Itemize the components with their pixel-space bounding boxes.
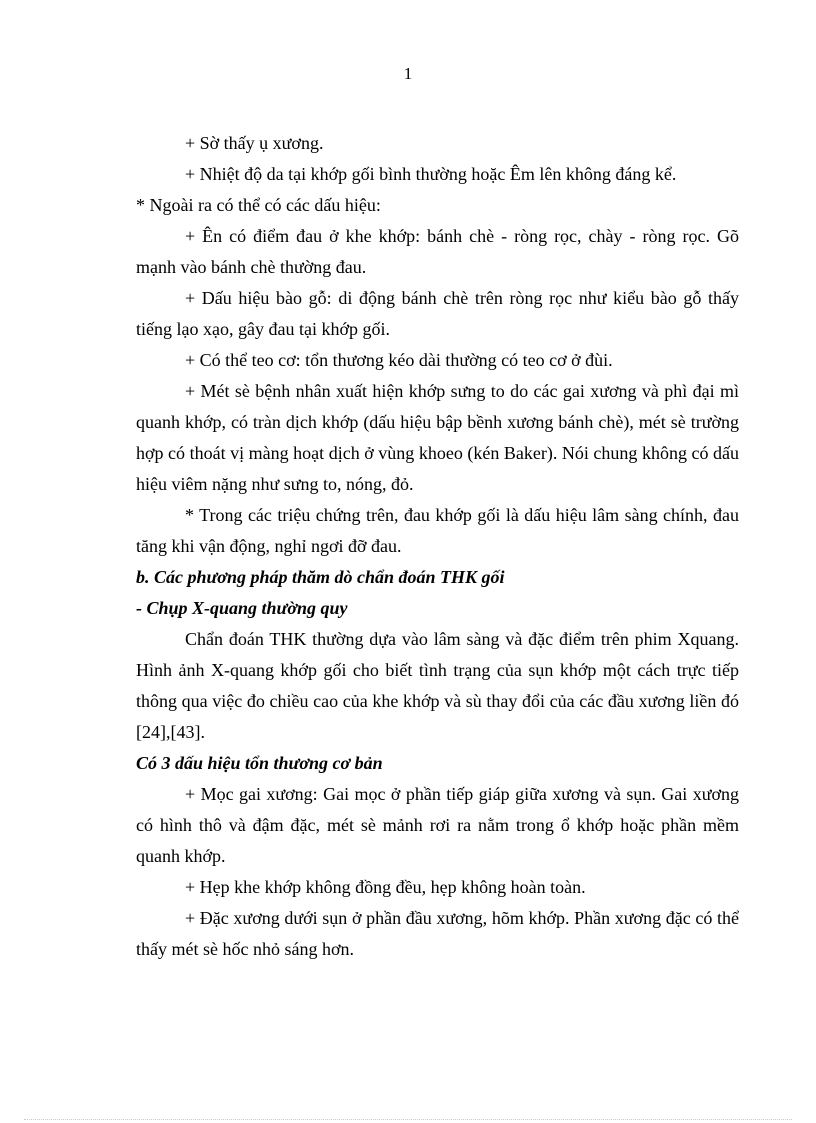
paragraph: Chẩn đoán THK thường dựa vào lâm sàng và đặc điểm trên phim Xquang. Hình ảnh X-quang khớp gối cho biết tình trạng của sụn khớp một cách trực tiếp thông qua việc đo chiều cao của khe khớp và sù thay đổi của các đầu xương liền đó [24],[43]. [136,629,739,742]
document-body [136,128,739,965]
subsection-heading: - Chụp X-quang thường quy [136,598,348,618]
section-heading: b. Các phương pháp thăm dò chẩn đoán THK gối [136,567,505,587]
paragraph: + Nhiệt độ da tại khớp gối bình thường hoặc Êm lên không đáng kể. [185,164,677,184]
paragraph: + Đặc xương dưới sụn ở phần đầu xương, hõm khớp. Phần xương đặc có thể thấy mét sè hốc nhỏ sáng hơn. [136,908,739,959]
paragraph: + Dấu hiệu bào gỗ: di động bánh chè trên ròng rọc như kiểu bào gỗ thấy tiếng lạo xạo, gây đau tại khớp gối. [136,288,739,339]
paragraph: + Mét sè bệnh nhân xuất hiện khớp sưng to do các gai xương và phì đại mì quanh khớp, có tràn dịch khớp (dấu hiệu bập bềnh xương bánh chè), mét sè trường hợp có thoát vị màng hoạt dịch ở vùng khoeo (kén Baker). Nói chung không có dấu hiệu viêm nặng như sưng to, nóng, đỏ. [136,381,739,494]
paragraph: + Hẹp khe khớp không đồng đều, hẹp không hoàn toàn. [185,877,586,897]
paragraph: * Ngoài ra có thể có các dấu hiệu: [136,195,381,215]
paragraph: + Có thể teo cơ: tổn thương kéo dài thường có teo cơ ở đùi. [185,350,613,370]
paragraph: * Trong các triệu chứng trên, đau khớp gối là dấu hiệu lâm sàng chính, đau tăng khi vận động, nghỉ ngơi đỡ đau. [136,505,739,556]
page-bottom-rule [24,1119,792,1120]
subsection-heading: Có 3 dấu hiệu tổn thương cơ bản [136,753,383,773]
page-number: 1 [403,64,413,83]
paragraph: + Sờ thấy ụ xương. [185,133,324,153]
paragraph: + Ên có điểm đau ở khe khớp: bánh chè - ròng rọc, chày - ròng rọc. Gõ mạnh vào bánh chè thường đau. [136,226,739,277]
paragraph: + Mọc gai xương: Gai mọc ở phần tiếp giáp giữa xương và sụn. Gai xương có hình thô và đậm đặc, mét sè mảnh rơi ra nằm trong ổ khớp hoặc phần mềm quanh khớp. [136,784,739,866]
